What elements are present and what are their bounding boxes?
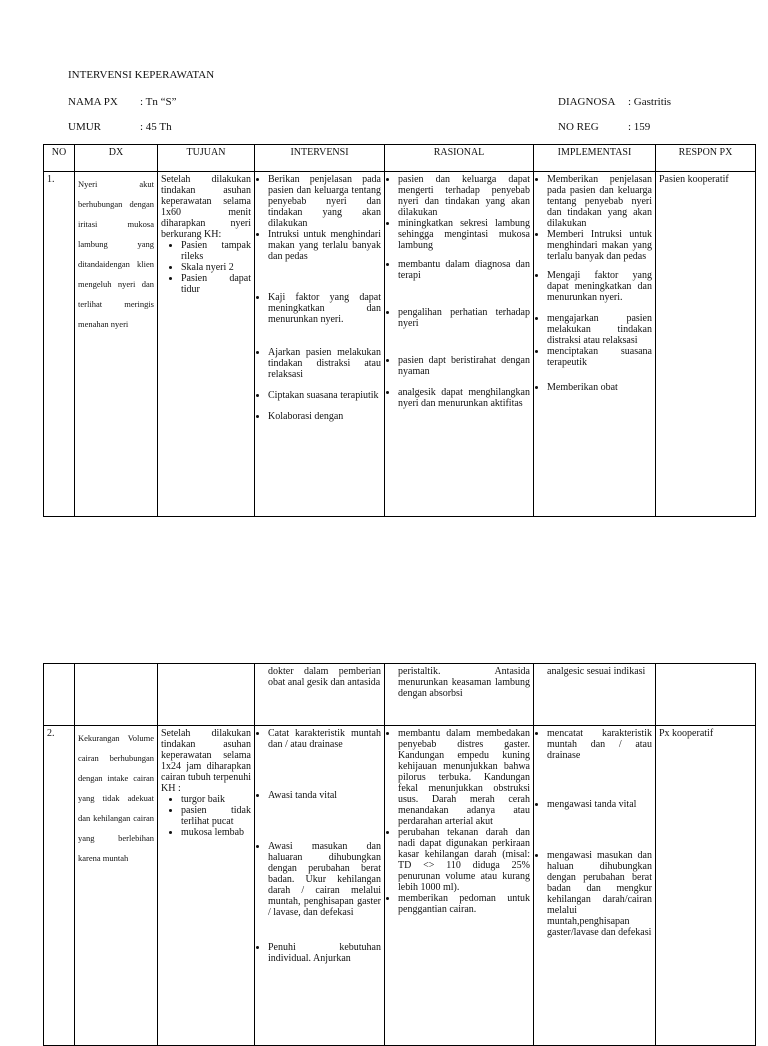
- row2-implementasi: [534, 726, 656, 1046]
- umur-value: : 45 Th: [140, 121, 172, 133]
- spacer: [547, 761, 652, 799]
- row1-implementasi-item: • menciptakan suasana terapeutik: [547, 346, 652, 368]
- row2-intervensi: [255, 726, 385, 1046]
- row2-rasional: [385, 726, 534, 1046]
- spacer: [398, 251, 530, 259]
- document-title: INTERVENSI KEPERAWATAN: [68, 69, 215, 81]
- row2-implementasi-item: • mengawasi tanda vital: [547, 799, 652, 810]
- row2-kh-item: • mukosa lembab: [181, 827, 251, 838]
- col-header-dx: DX: [75, 145, 158, 172]
- row1-dx: Nyeri akut berhubungan dengan iritasi mukosa lambung yang ditandaidengan klien mengeluh nyeri dan terlihat meringis menahan nyeri: [75, 172, 158, 517]
- row1-intervensi-item: • Berikan penjelasan pada pasien dan keluarga tentang penyebab nyeri dan tindakan yang akan dilakukan: [268, 174, 381, 229]
- spacer: [547, 368, 652, 382]
- col-header-intervensi: INTERVENSI: [255, 145, 385, 172]
- row1-implementasi-item: • Mengaji faktor yang dapat meningkatkan dan menurunkan nyeri.: [547, 270, 652, 303]
- row2-respon: Px kooperatif: [656, 726, 756, 1046]
- row2-tujuan: [158, 726, 255, 1046]
- intervention-table-page1: [43, 144, 756, 517]
- cont-implementasi: analgesic sesuai indikasi: [534, 664, 656, 726]
- row1-intervensi-item: • Ciptakan suasana terapiutik: [268, 390, 381, 401]
- spacer: [268, 401, 381, 411]
- row1-intervensi-item: • Kolaborasi dengan: [268, 411, 381, 422]
- col-header-implementasi: IMPLEMENTASI: [534, 145, 656, 172]
- row2-intervensi-item: • Penuhi kebutuhan individual. Anjurkan: [268, 942, 381, 964]
- row1-implementasi-item: • mengajarkan pasien melakukan tindakan distraksi atau relaksasi: [547, 313, 652, 346]
- spacer: [268, 918, 381, 942]
- row1-implementasi-item: • Memberikan penjelasan pada pasien dan keluarga tentang penyebab nyeri dan tindakan yang akan dilakukan: [547, 174, 652, 229]
- row1-kh-item: • Skala nyeri 2: [181, 262, 251, 273]
- spacer: [398, 281, 530, 307]
- spacer: [268, 380, 381, 390]
- table-row-1: [44, 172, 756, 517]
- cont-tujuan: [158, 664, 255, 726]
- row1-implementasi: [534, 172, 656, 517]
- row2-intervensi-item: • Awasi tanda vital: [268, 790, 381, 801]
- nama-label: NAMA PX: [68, 96, 118, 108]
- table-row-2: [44, 726, 756, 1046]
- row2-implementasi-item: • mencatat karakteristik muntah dan / atau drainase: [547, 728, 652, 761]
- table-header-row: [44, 145, 756, 172]
- row1-kh-item: • Pasien dapat tidur: [181, 273, 251, 295]
- spacer: [547, 810, 652, 850]
- cont-rasional: peristaltik. Antasida menurunkan keasaman lambung dengan absorbsi: [385, 664, 534, 726]
- row2-kh-item: • pasien tidak terlihat pucat: [181, 805, 251, 827]
- noreg-value: : 159: [628, 121, 651, 133]
- col-header-tujuan: TUJUAN: [158, 145, 255, 172]
- nama-value: : Tn “S”: [140, 96, 177, 108]
- spacer: [547, 303, 652, 313]
- row1-intervensi-item: • Intruksi untuk menghindari makan yang terlalu banyak dan pedas: [268, 229, 381, 262]
- row1-rasional-item: • pengalihan perhatian terhadap nyeri: [398, 307, 530, 329]
- row1-implementasi-item: • Memberikan obat: [547, 382, 652, 393]
- cont-no: [44, 664, 75, 726]
- row1-rasional-item: • pasien dapt beristirahat dengan nyaman: [398, 355, 530, 377]
- spacer: [547, 262, 652, 270]
- intervention-table-page2: [43, 663, 756, 1046]
- row1-respon: Pasien kooperatif: [656, 172, 756, 517]
- row2-kh-item: • turgor baik: [181, 794, 251, 805]
- row1-kh-item: • Pasien tampak rileks: [181, 240, 251, 262]
- spacer: [398, 329, 530, 355]
- col-header-rasional: RASIONAL: [385, 145, 534, 172]
- cont-intervensi: dokter dalam pemberian obat anal gesik dan antasida: [255, 664, 385, 726]
- row1-rasional-item: • membantu dalam diagnosa dan terapi: [398, 259, 530, 281]
- row2-rasional-item: • perubahan tekanan darah dan nadi dapat digunakan perkiraan kasar kehilangan darah (misal: TD <> 110 diduga 25% penurunan volume atau kurang lebih 1000 ml).: [398, 827, 530, 893]
- table-row-continuation: [44, 664, 756, 726]
- row1-intervensi: [255, 172, 385, 517]
- row1-rasional-item: • analgesik dapat menghilangkan nyeri dan menurunkan aktifitas: [398, 387, 530, 409]
- spacer: [268, 262, 381, 292]
- diagnosa-label: DIAGNOSA: [558, 96, 616, 108]
- row1-tujuan-intro: Setelah dilakukan tindakan asuhan keperawatan selama 1x60 menit diharapkan nyeri berkurang KH:: [161, 174, 251, 240]
- noreg-label: NO REG: [558, 121, 599, 133]
- spacer: [268, 801, 381, 841]
- col-header-respon: RESPON PX: [656, 145, 756, 172]
- row1-implementasi-item: • Memberi Intruksi untuk menghindari makan yang terlalu banyak dan pedas: [547, 229, 652, 262]
- row1-no: 1.: [44, 172, 75, 517]
- row2-intervensi-item: • Awasi masukan dan haluaran dihubungkan dengan perubahan berat badan. Ukur kehilangan darah / cairan melalui muntah, penghisapan gaster / lavase, dan defekasi: [268, 841, 381, 918]
- row2-intervensi-item: • Catat karakteristik muntah dan / atau drainase: [268, 728, 381, 750]
- row1-rasional-item: • miningkatkan sekresi lambung sehingga mengintasi mukosa lambung: [398, 218, 530, 251]
- diagnosa-value: : Gastritis: [628, 96, 672, 108]
- cont-dx: [75, 664, 158, 726]
- spacer: [398, 377, 530, 387]
- row1-intervensi-item: • Kaji faktor yang dapat meningkatkan dan menurunkan nyeri.: [268, 292, 381, 325]
- spacer: [268, 325, 381, 347]
- row2-rasional-item: • membantu dalam membedakan penyebab distres gaster. Kandungan empedu kuning kehijauan menunjukkan bahwa pilorus terbuka. Kandungan fekal menunjukkan obstruksi usus. Darah merah cerah menandakan adanya atau perdarahan arterial akut: [398, 728, 530, 827]
- spacer: [268, 750, 381, 790]
- row1-rasional: [385, 172, 534, 517]
- row1-tujuan: [158, 172, 255, 517]
- row2-dx: Kekurangan Volume cairan berhubungan dengan intake cairan yang tidak adekuat dan kehilangan cairan yang berlebihan karena muntah: [75, 726, 158, 1046]
- umur-label: UMUR: [68, 121, 102, 133]
- row2-no: 2.: [44, 726, 75, 1046]
- row2-implementasi-item: • mengawasi masukan dan haluan dihubungkan dengan perubahan berat badan dan mengkur kehilangan darah/cairan melalui muntah,penghisapan gaster/lavase dan defekasi: [547, 850, 652, 938]
- row1-intervensi-item: • Ajarkan pasien melakukan tindakan distraksi atau relaksasi: [268, 347, 381, 380]
- row2-tujuan-intro: Setelah dilakukan tindakan asuhan keperawatan selama 1x24 jam diharapkan cairan tubuh terpenuhi KH :: [161, 728, 251, 794]
- row1-rasional-item: • pasien dan keluarga dapat mengerti terhadap penyebab nyeri dan tindakan yang akan dilakukan: [398, 174, 530, 218]
- cont-respon: [656, 664, 756, 726]
- col-header-no: NO: [44, 145, 75, 172]
- row2-rasional-item: • memberikan pedoman untuk penggantian cairan.: [398, 893, 530, 915]
